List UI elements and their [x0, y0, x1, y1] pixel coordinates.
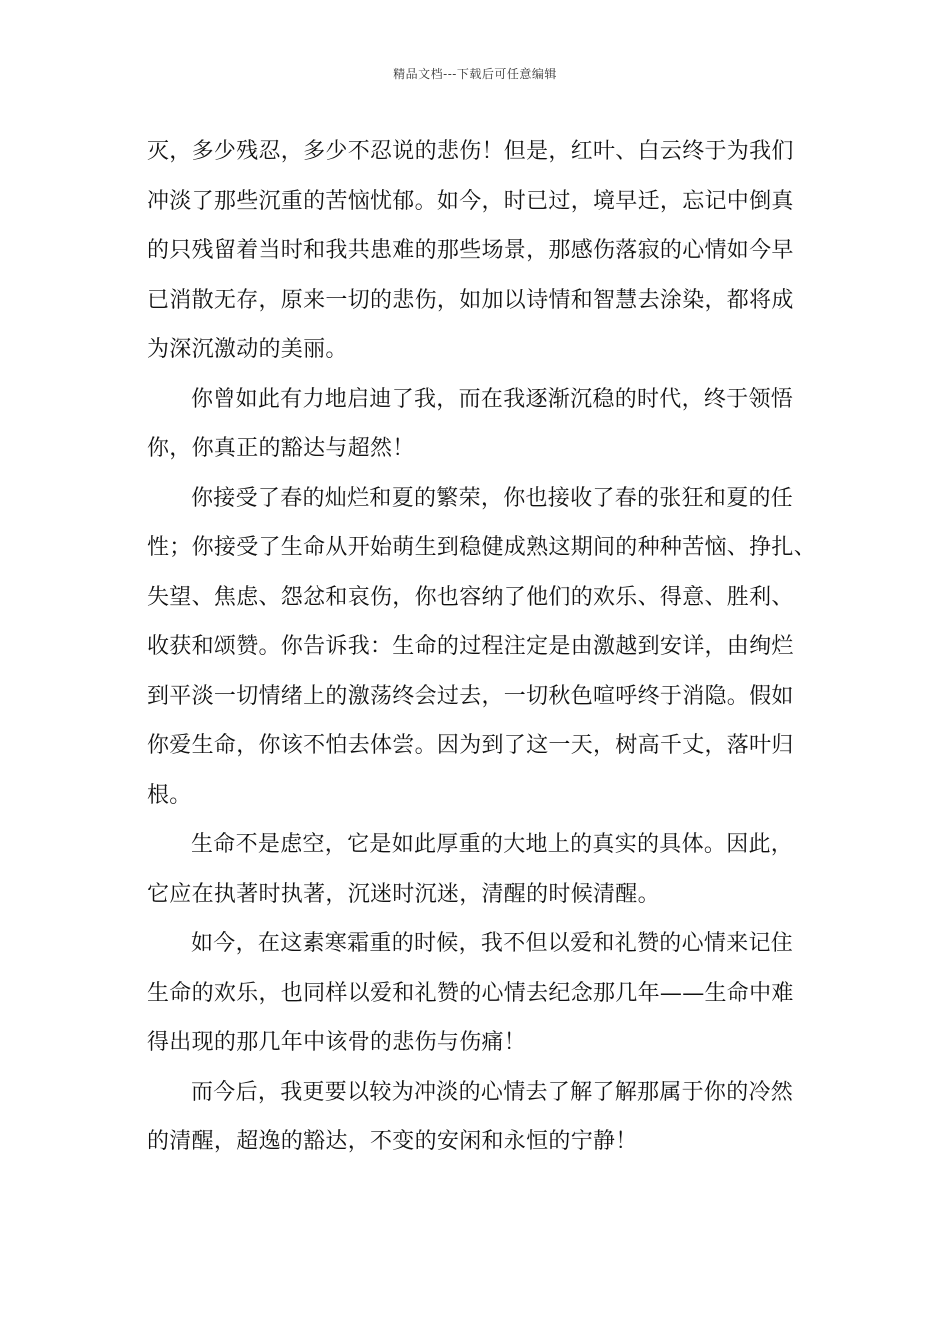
text-line: 到平淡一切情绪上的激荡终会过去，一切秋色喧呼终于消隐。假如 — [147, 683, 794, 709]
document-body — [147, 134, 827, 1174]
text-line: 得出现的那几年中该骨的悲伤与伤痛！ — [147, 1030, 527, 1055]
text-line: 的清醒，超逸的豁达，不变的安闲和永恒的宁静！ — [147, 1129, 638, 1154]
text-line: 而今后，我更要以较为冲淡的心情去了解了解那属于你的冷然 — [191, 1079, 794, 1105]
text-line: 你曾如此有力地启迪了我，而在我逐渐沉稳的时代，终于领悟 — [191, 386, 794, 412]
text-line: 灭，多少残忍，多少不忍说的悲伤！但是，红叶、白云终于为我们 — [147, 139, 794, 164]
text-line: 生命不是虑空，它是如此厚重的大地上的真实的具体。因此， — [191, 832, 794, 857]
text-line: 你接受了春的灿烂和夏的繁荣，你也接收了春的张狂和夏的任 — [191, 485, 794, 511]
text-line: 生命的欢乐，也同样以爱和礼赞的心情去纪念那几年——生命中难 — [147, 980, 794, 1006]
text-line: 的只残留着当时和我共患难的那些场景，那感伤落寂的心情如今早 — [147, 238, 794, 263]
text-line: 它应在执著时执著，沉迷时沉迷，清醒的时候清醒。 — [147, 881, 660, 907]
text-line: 你，你真正的豁达与超然！ — [147, 436, 415, 461]
text-line: 为深沉激动的美丽。 — [147, 337, 348, 362]
text-line: 性；你接受了生命从开始萌生到稳健成熟这期间的种种苦恼、挣扎、 — [147, 535, 817, 560]
text-line: 你爱生命，你该不怕去体尝。因为到了这一天，树高千丈，落叶归 — [147, 733, 794, 758]
text-line: 失望、焦虑、怨忿和哀伤，你也容纳了他们的欢乐、得意、胜利、 — [147, 584, 794, 610]
text-line: 冲淡了那些沉重的苦恼忧郁。如今，时已过，境早迁，忘记中倒真 — [147, 188, 794, 214]
text-line: 根。 — [147, 782, 192, 808]
text-line: 已消散无存，原来一切的悲伤，如加以诗情和智慧去涂染，都将成 — [147, 287, 794, 313]
text-line: 如今，在这素寒霜重的时候，我不但以爱和礼赞的心情来记住 — [191, 931, 794, 956]
text-line: 收获和颂赞。你告诉我：生命的过程注定是由激越到安详，由绚烂 — [147, 634, 794, 659]
page-header: 精品文档---下载后可任意编辑 — [393, 67, 557, 81]
